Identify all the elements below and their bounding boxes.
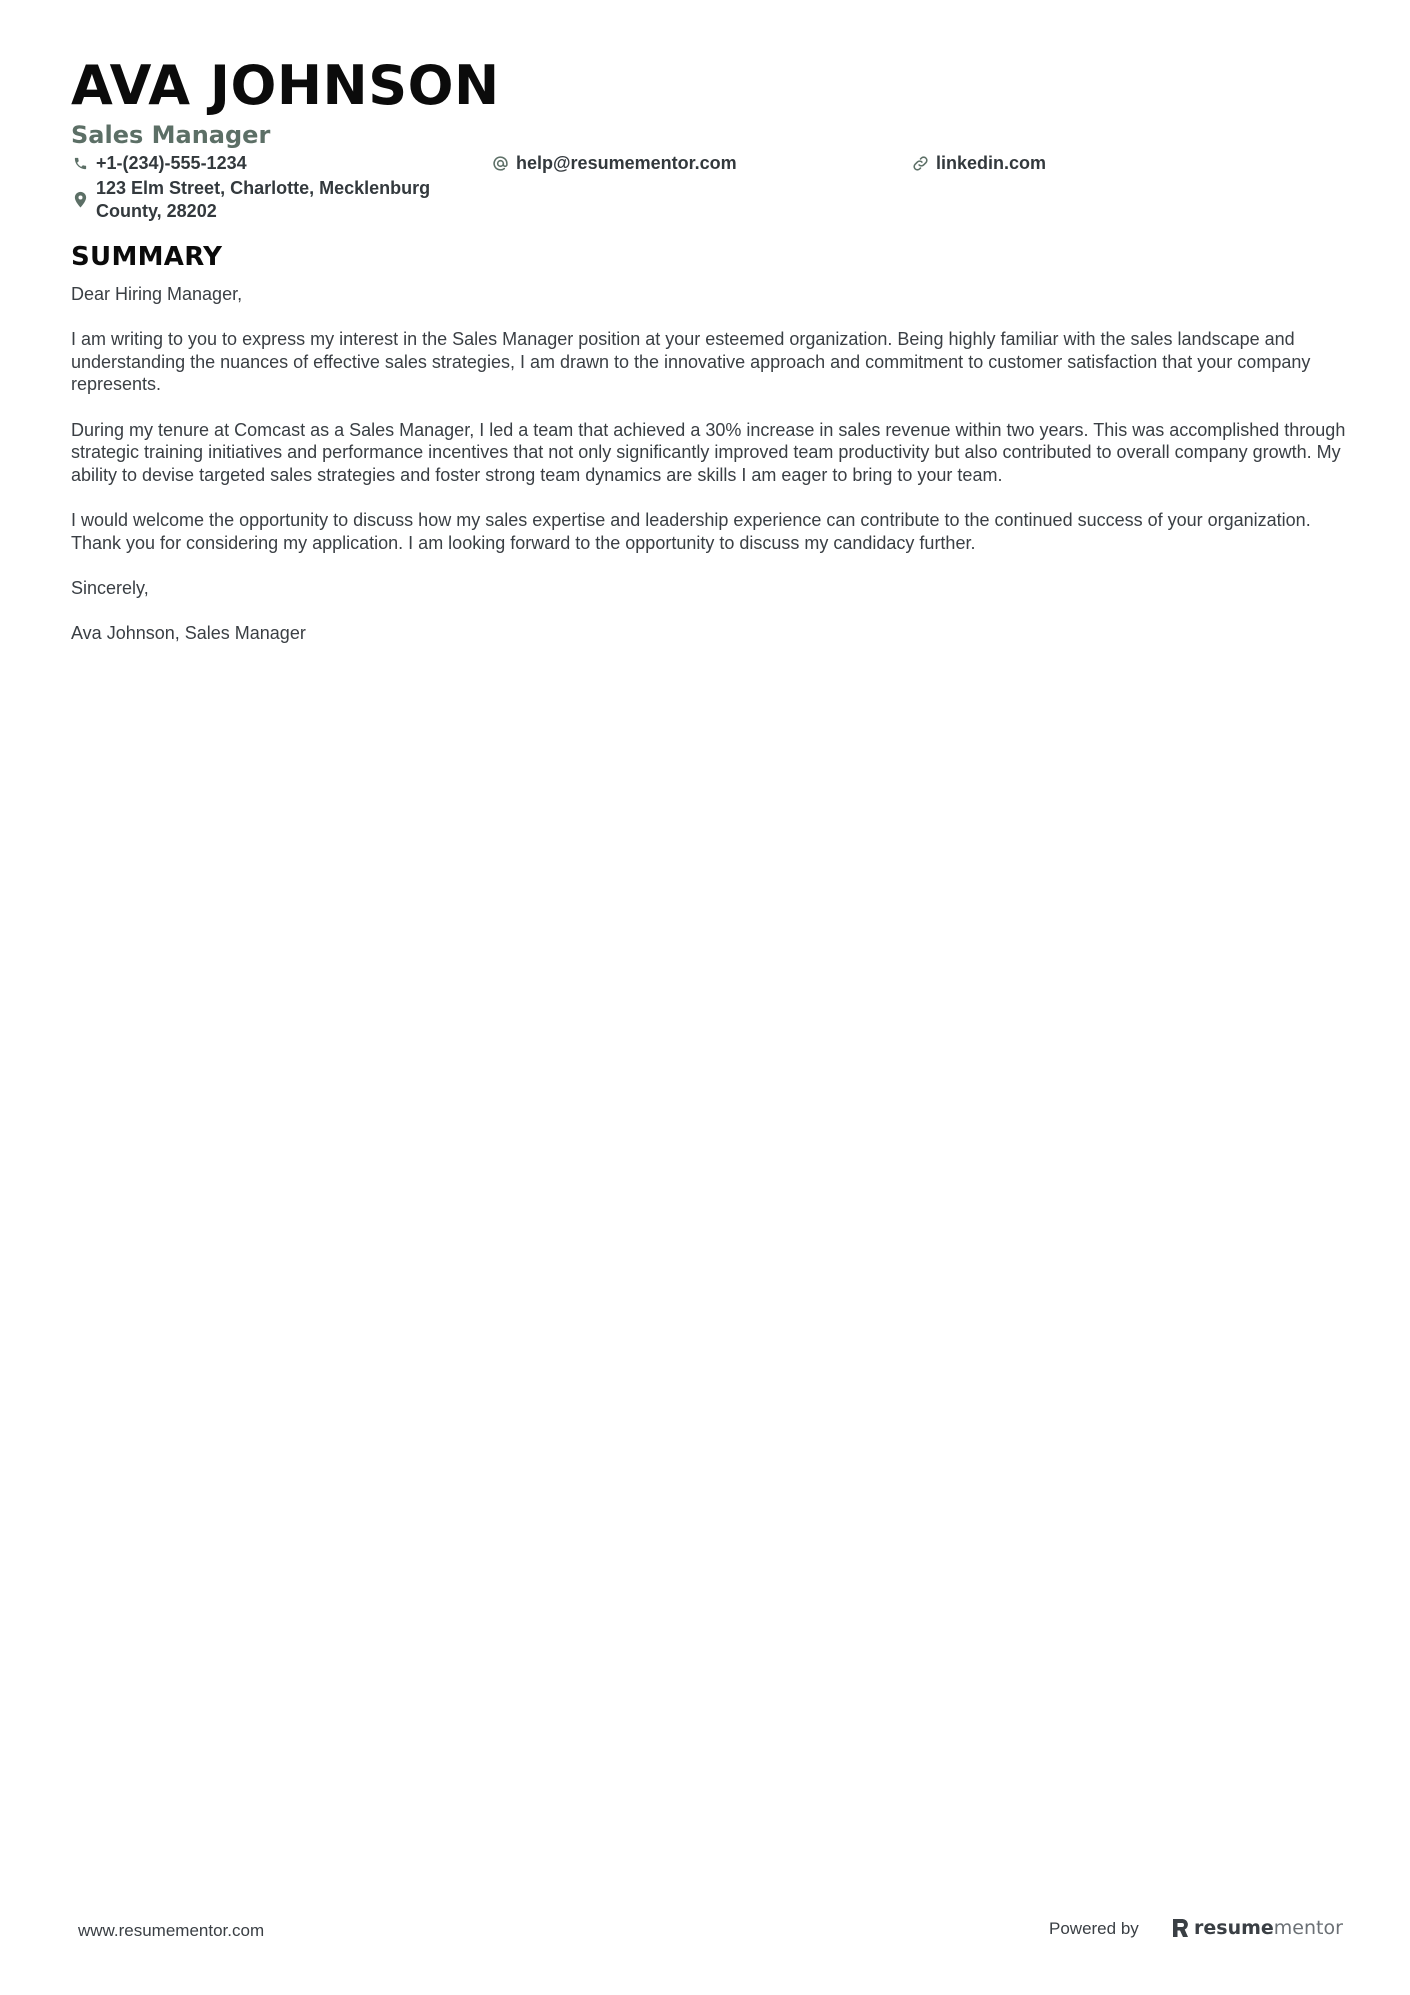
footer-url[interactable]: www.resumementor.com bbox=[78, 1921, 265, 1940]
email-address[interactable]: help@resumementor.com bbox=[516, 153, 737, 173]
brand-name-part-2: mentor bbox=[1273, 1917, 1343, 1939]
linkedin-link[interactable]: linkedin.com bbox=[936, 153, 1047, 173]
email-contact bbox=[491, 152, 737, 175]
signature: Ava Johnson, Sales Manager bbox=[71, 622, 306, 643]
powered-by-label: Powered by bbox=[1049, 1919, 1139, 1938]
address-line-1: 123 Elm Street, Charlotte, Mecklenburg bbox=[96, 178, 431, 198]
phone-contact bbox=[71, 152, 247, 175]
job-title: Sales Manager bbox=[71, 121, 271, 149]
at-sign-icon bbox=[491, 152, 509, 175]
summary-heading: SUMMARY bbox=[71, 242, 223, 272]
brand-name-part-1: resume bbox=[1194, 1917, 1274, 1939]
address-contact bbox=[71, 177, 471, 223]
phone-number: +1-(234)-555-1234 bbox=[96, 153, 247, 173]
resumementor-logo-icon bbox=[1172, 1918, 1189, 1938]
address-line-2: County, 28202 bbox=[96, 201, 217, 221]
linkedin-contact bbox=[911, 152, 1046, 175]
candidate-name: AVA JOHNSON bbox=[71, 54, 500, 117]
address-text bbox=[96, 177, 430, 223]
brand-logo[interactable] bbox=[1172, 1916, 1343, 1940]
letter-body bbox=[71, 283, 1346, 667]
phone-icon bbox=[71, 152, 89, 175]
location-pin-icon bbox=[71, 177, 89, 223]
link-icon bbox=[911, 152, 929, 175]
closing: Sincerely, bbox=[71, 577, 149, 598]
salutation: Dear Hiring Manager, bbox=[71, 284, 243, 304]
header bbox=[71, 52, 1341, 228]
contact-info bbox=[71, 152, 1341, 228]
letter-paragraph: I am writing to you to express my interest in the Sales Manager position at your esteemed organization. Being highly familiar with the sales landscape and understanding the nuances of effective sales strategies, I am drawn to the innovative approach and commitment to customer satisfaction that your company represents. bbox=[71, 329, 1311, 395]
letter-paragraph: During my tenure at Comcast as a Sales Manager, I led a team that achieved a 30% increase in sales revenue within two years. This was accomplished through strategic training initiatives and performance incentives that not only significantly improved team productivity but also contributed to overall company growth. My ability to devise targeted sales strategies and foster strong team dynamics are skills I am eager to bring to your team. bbox=[71, 419, 1346, 485]
letter-paragraph: I would welcome the opportunity to discuss how my sales expertise and leadership experience can contribute to the continued success of your organization. Thank you for considering my application. I am looking forward to the opportunity to discuss my candidacy further. bbox=[71, 509, 1311, 553]
